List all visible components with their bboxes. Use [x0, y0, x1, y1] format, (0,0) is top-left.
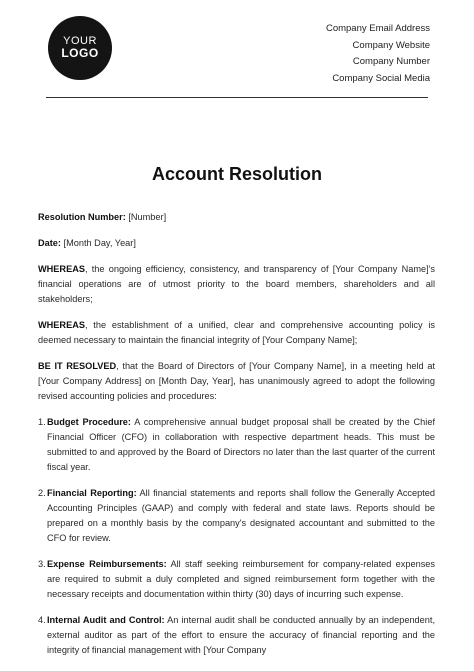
- whereas-clause-2: [38, 318, 435, 348]
- policy-number: 2.: [38, 488, 46, 498]
- date-value: [Month Day, Year]: [63, 238, 136, 248]
- policy-title: Budget Procedure:: [47, 417, 131, 427]
- logo-line-1: YOUR: [63, 34, 97, 47]
- company-number: Company Number: [352, 56, 430, 67]
- policy-number: 4.: [38, 615, 46, 625]
- whereas-label-2: WHEREAS: [38, 320, 85, 330]
- company-website: Company Website: [352, 39, 430, 51]
- policy-item: [38, 486, 435, 546]
- header-divider: [46, 97, 428, 98]
- policy-text: All financial statements and reports shall follow the Generally Accepted Accounting Principles (GAAP) and comply with federal and state laws. Reports should be prepared on a monthly basis by the company's designated accountant and submitted to the CFO for review.: [47, 488, 435, 543]
- policy-item: [38, 415, 435, 475]
- date-line: [38, 236, 435, 251]
- policy-title: Financial Reporting:: [47, 488, 137, 498]
- document-title: Account Resolution: [152, 164, 322, 184]
- whereas-text-1: , the ongoing efficiency, consistency, and transparency of [Your Company Name]'s financial operations are of utmost priority to the board members, shareholders and all stakeholders;: [38, 264, 435, 304]
- policy-text: All staff seeking reimbursement for company-related expenses are required to submit a duly completed and signed reimbursement form together with the necessary receipts and documentation within thirty (30) days of incurring such expense.: [47, 559, 436, 599]
- policy-text: A comprehensive annual budget proposal shall be created by the Chief Financial Officer (CFO) in collaboration with respective department heads. This must be submitted to and approved by the Board of Directors no later than the last quarter of the current fiscal year.: [47, 417, 435, 472]
- resolved-text: , that the Board of Directors of [Your Company Name], in a meeting held at [Your Company Address] on [Month Day, Year], has unanimously agreed to adopt the following revised accounting policies and procedures:: [38, 361, 435, 401]
- policy-item: [38, 613, 435, 658]
- policy-number: 1.: [38, 417, 46, 427]
- policy-list: [38, 415, 435, 658]
- company-social-media: Company Social Media: [332, 72, 430, 84]
- company-logo: [48, 16, 112, 80]
- whereas-label-1: WHEREAS: [38, 264, 85, 274]
- resolved-label: BE IT RESOLVED: [38, 361, 117, 371]
- resolved-clause: [38, 359, 435, 404]
- document-body: [38, 210, 435, 669]
- resolution-number-line: [38, 210, 435, 225]
- policy-title: Internal Audit and Control:: [47, 615, 165, 625]
- whereas-clause-1: [38, 262, 435, 307]
- resolution-number-value: [Number]: [128, 212, 167, 222]
- whereas-text-2: , the establishment of a unified, clear and comprehensive accounting policy is deemed necessary to maintain the financial integrity of [Your Company Name];: [38, 320, 435, 345]
- policy-number: 3.: [38, 559, 46, 569]
- logo-line-2: LOGO: [61, 46, 99, 61]
- policy-item: [38, 557, 436, 602]
- policy-title: Expense Reimbursements:: [47, 559, 167, 569]
- policy-text: An internal audit shall be conducted annually by an independent, external auditor as part of the effort to ensure the accuracy of financial reporting and the integrity of financial management with [Your Company: [47, 615, 435, 655]
- company-email: Company Email Address: [325, 23, 430, 34]
- resolution-number-label: Resolution Number:: [38, 212, 126, 222]
- date-label: Date:: [38, 238, 61, 248]
- contact-block: [326, 21, 430, 87]
